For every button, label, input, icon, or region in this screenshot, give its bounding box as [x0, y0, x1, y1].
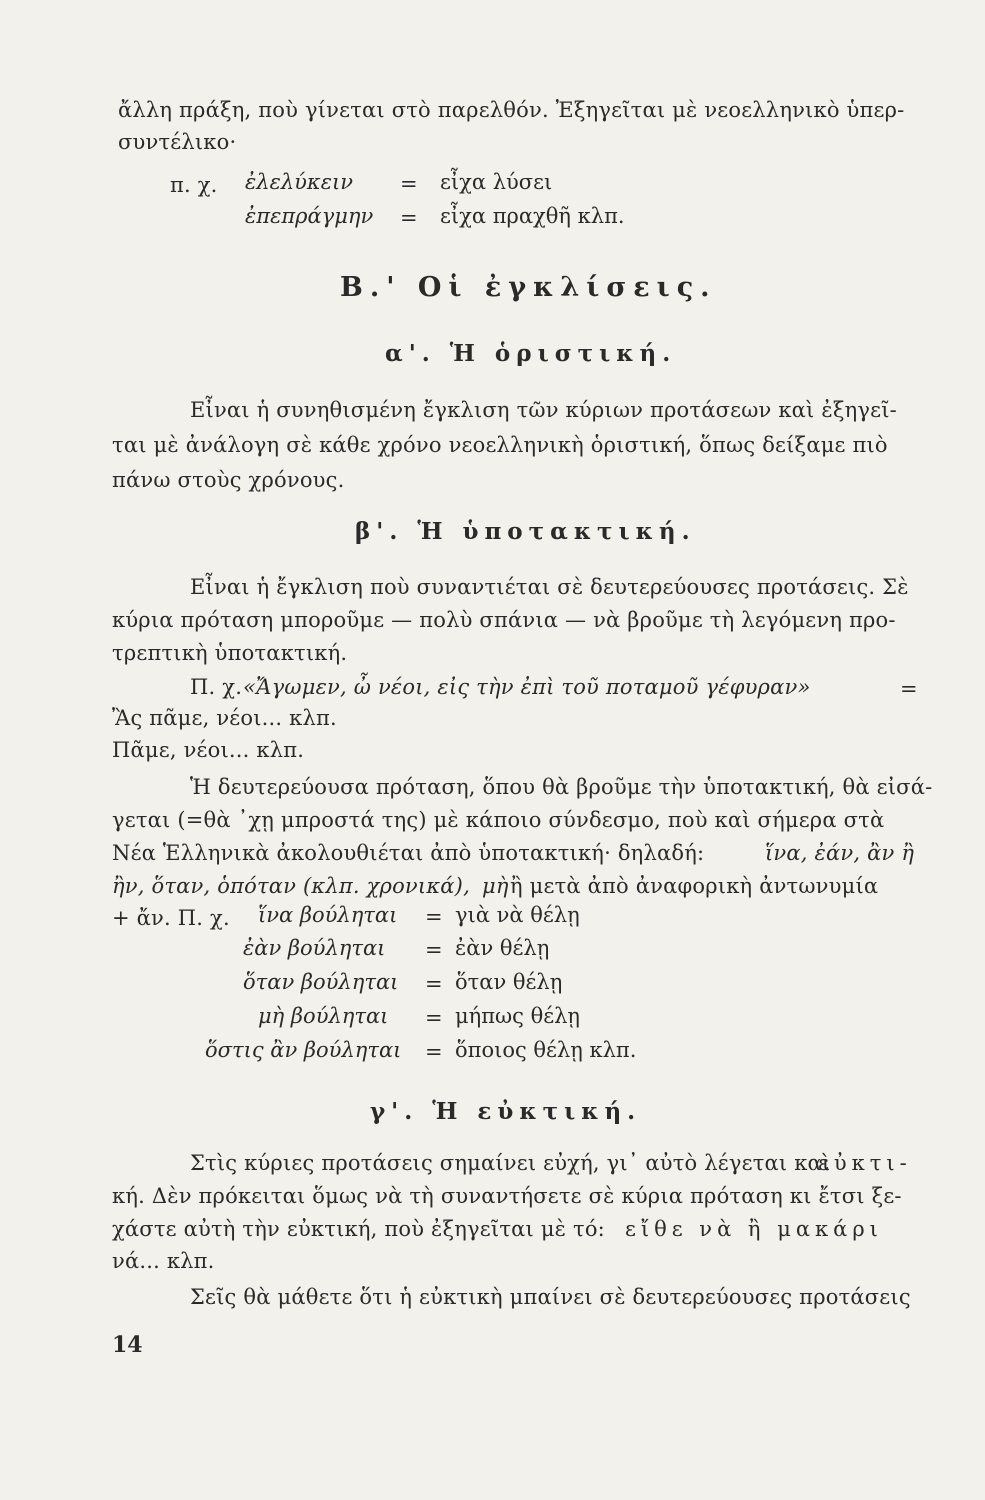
- conj-greek-3: ὅταν βούληται: [243, 970, 399, 994]
- conj-sign-5: =: [425, 1040, 443, 1064]
- subjunctive-para2-line-4: ἢν, ὅταν, ὁπόταν (κλπ. χρονικά),: [112, 874, 470, 898]
- example-greek-2: ἐπεπράγμην: [245, 204, 374, 228]
- indicative-line-3: πάνω στοὺς χρόνους.: [112, 468, 345, 492]
- example-prefix: π. χ.: [170, 173, 218, 197]
- subjunctive-example-quote: «Ἄγωμεν, ὦ νέοι, εἰς τὴν ἐπὶ τοῦ ποταμοῦ γέφυραν»: [243, 675, 811, 699]
- conj-sign-3: =: [425, 972, 443, 996]
- optative-line-4: νά... κλπ.: [112, 1249, 215, 1273]
- subjunctive-line-2: κύρια πρόταση μποροῦμε — πολὺ σπάνια — νὰ βροῦμε τὴ λεγόμενη προ-: [112, 608, 896, 632]
- indicative-line-1: Εἶναι ἡ συνηθισμένη ἔγκλιση τῶν κύριων προτάσεων καὶ ἐξηγεῖ-: [190, 398, 897, 422]
- optative-spaced-1: εὐκτι-: [818, 1151, 912, 1175]
- conj-greek-1: ἵνα βούληται: [258, 903, 398, 927]
- subjunctive-para2-line-2: γεται (=θὰ ᾽χῃ μπροστά της) μὲ κάποιο σύνδεσμο, ποὺ καὶ σήμερα στὰ: [112, 808, 885, 832]
- conj-modern-3: ὅταν θέλῃ: [455, 970, 563, 994]
- conj-greek-5: ὅστις ἂν βούληται: [205, 1038, 402, 1062]
- subjunctive-para2-line-5: + ἄν. Π. χ.: [112, 906, 230, 930]
- example-modern-1: εἶχα λύσει: [440, 170, 553, 194]
- section-heading: B.' Οἱ ἐγκλίσεις.: [340, 272, 717, 303]
- subjunctive-translation-1: Ἂς πᾶμε, νέοι... κλπ.: [112, 706, 337, 730]
- example-greek-1: ἐλελύκειν: [245, 170, 353, 194]
- subjunctive-example-eq: =: [900, 677, 918, 701]
- optative-title: γ'. Ἡ εὐκτική.: [370, 1098, 642, 1125]
- subjunctive-para2-me: μὴ: [482, 874, 509, 898]
- optative-line-1: Στὶς κύριες προτάσεις σημαίνει εὐχή, γι᾽ αὐτὸ λέγεται καὶ: [190, 1151, 831, 1175]
- page-number: 14: [112, 1332, 143, 1358]
- conj-sign-2: =: [425, 938, 443, 962]
- intro-line-1: ἄλλη πράξη, ποὺ γίνεται στὸ παρελθόν. Ἐξηγεῖται μὲ νεοελληνικὸ ὑπερ-: [118, 98, 905, 122]
- conj-greek-4: μὴ βούληται: [258, 1004, 389, 1028]
- subjunctive-title: β'. Ἡ ὑποτακτική.: [355, 518, 696, 545]
- optative-spaced-2: εἴθε νὰ ἢ μακάρι: [625, 1217, 883, 1241]
- conj-modern-2: ἐὰν θέλῃ: [455, 936, 550, 960]
- subjunctive-line-1: Εἶναι ἡ ἔγκλιση ποὺ συναντιέται σὲ δευτερεύουσες προτάσεις. Σὲ: [190, 575, 909, 599]
- subjunctive-example-prefix: Π. χ.: [190, 675, 243, 699]
- subjunctive-para2-line-3: Νέα Ἑλληνικὰ ἀκολουθιέται ἀπὸ ὑποτακτική· δηλαδή:: [112, 841, 705, 865]
- subjunctive-para2-line-1: Ἡ δευτερεύουσα πρόταση, ὅπου θὰ βροῦμε τὴν ὑποτακτική, θὰ εἰσά-: [190, 775, 933, 799]
- subjunctive-translation-2: Πᾶμε, νέοι... κλπ.: [112, 738, 305, 762]
- conj-sign-4: =: [425, 1006, 443, 1030]
- conj-modern-5: ὅποιος θέλῃ κλπ.: [455, 1038, 637, 1062]
- example-sign-2: =: [400, 206, 418, 230]
- indicative-line-2: ται μὲ ἀνάλογη σὲ κάθε χρόνο νεοελληνικὴ ὁριστική, ὅπως δείξαμε πιὸ: [112, 433, 888, 457]
- example-modern-2: εἶχα πραχθῆ κλπ.: [440, 204, 625, 228]
- conj-greek-2: ἐὰν βούληται: [243, 936, 386, 960]
- subjunctive-line-3: τρεπτικὴ ὑποτακτική.: [112, 641, 348, 665]
- conj-modern-1: γιὰ νὰ θέλῃ: [455, 903, 580, 927]
- optative-line-3: χάστε αὐτὴ τὴν εὐκτική, ποὺ ἐξηγεῖται μὲ τό:: [112, 1217, 605, 1241]
- conj-sign-1: =: [425, 905, 443, 929]
- example-sign-1: =: [400, 172, 418, 196]
- intro-line-2: συντέλικο·: [118, 130, 237, 154]
- optative-line-2: κή. Δὲν πρόκειται ὅμως νὰ τὴ συναντήσετε σὲ κύρια πρόταση κι ἔτσι ξε-: [112, 1184, 902, 1208]
- conj-modern-4: μήπως θέλῃ: [455, 1004, 581, 1028]
- subjunctive-para2-conjunctions: ἵνα, ἐάν, ἂν ἢ: [765, 841, 915, 865]
- optative-line-5: Σεῖς θὰ μάθετε ὅτι ἡ εὐκτικὴ μπαίνει σὲ δευτερεύουσες προτάσεις: [190, 1285, 911, 1309]
- indicative-title: α'. Ἡ ὁριστική.: [385, 340, 677, 367]
- subjunctive-para2-tail: ἢ μετὰ ἀπὸ ἀναφορικὴ ἀντωνυμία: [510, 874, 879, 898]
